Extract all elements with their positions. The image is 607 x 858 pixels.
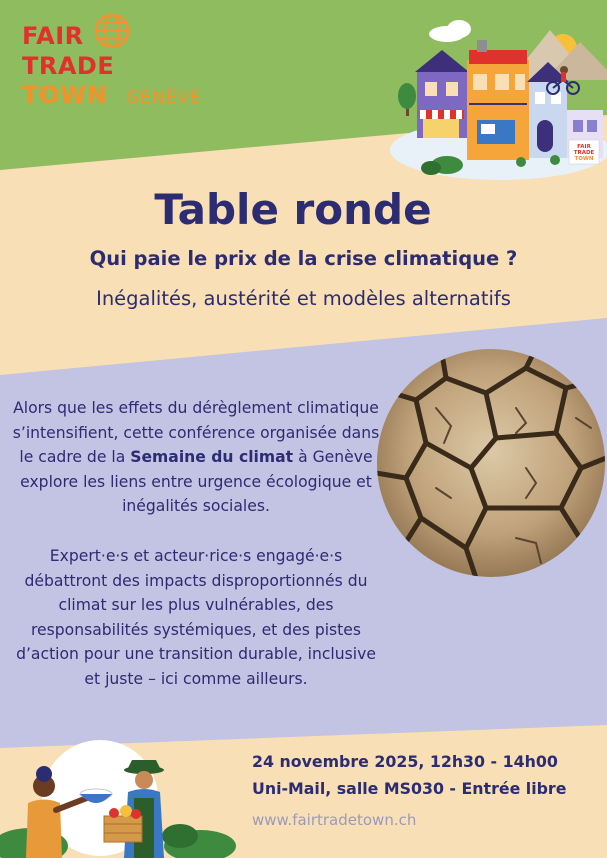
page-subtitle-secondary: Inégalités, austérité et modèles alternatifs [96, 287, 511, 310]
logo-trade-text: TRADE [22, 52, 115, 80]
logo-fair-text: FAIR [22, 22, 84, 50]
sign-text-trade: TRADE [573, 150, 595, 156]
intro-paragraph [10, 396, 382, 519]
website-link[interactable]: www.fairtradetown.ch [252, 811, 417, 829]
globe-icon [92, 11, 132, 51]
logo-town-text: TOWN [22, 81, 108, 109]
sign-text-town: TOWN [574, 156, 594, 162]
page-subtitle: Qui paie le prix de la crise climatique ? [89, 247, 518, 270]
event-date: 24 novembre 2025, 12h30 - 14h00 [252, 752, 558, 771]
event-location: Uni-Mail, salle MS030 - Entrée libre [252, 779, 567, 798]
logo-geneve-text: GENÈVE [126, 88, 202, 108]
village-illustration [385, 10, 607, 180]
farmers-illustration [0, 728, 245, 858]
sign-text-fair: FAIR [577, 144, 591, 150]
page-title: Table ronde [154, 185, 432, 234]
details-paragraph: Expert·e·s et acteur·rice·s engagé·e·s débattront des impacts disproportionnés du climat sur les plus vulnérables, des responsabilités systémiques, et des pistes d’action pour une transition durable, inclusive et juste – ici comme ailleurs. [16, 547, 376, 688]
cracked-earth-photo [376, 348, 606, 578]
intro-text-start: Alors que les effets du dérèglement climatique s’intensifient, cette conférence organisée dans le cadre de la [12, 399, 380, 467]
intro-text-bold: Semaine du climat [130, 448, 294, 467]
intro-text-end: à Genève explore les liens entre urgence écologique et inégalités sociales. [20, 448, 373, 516]
